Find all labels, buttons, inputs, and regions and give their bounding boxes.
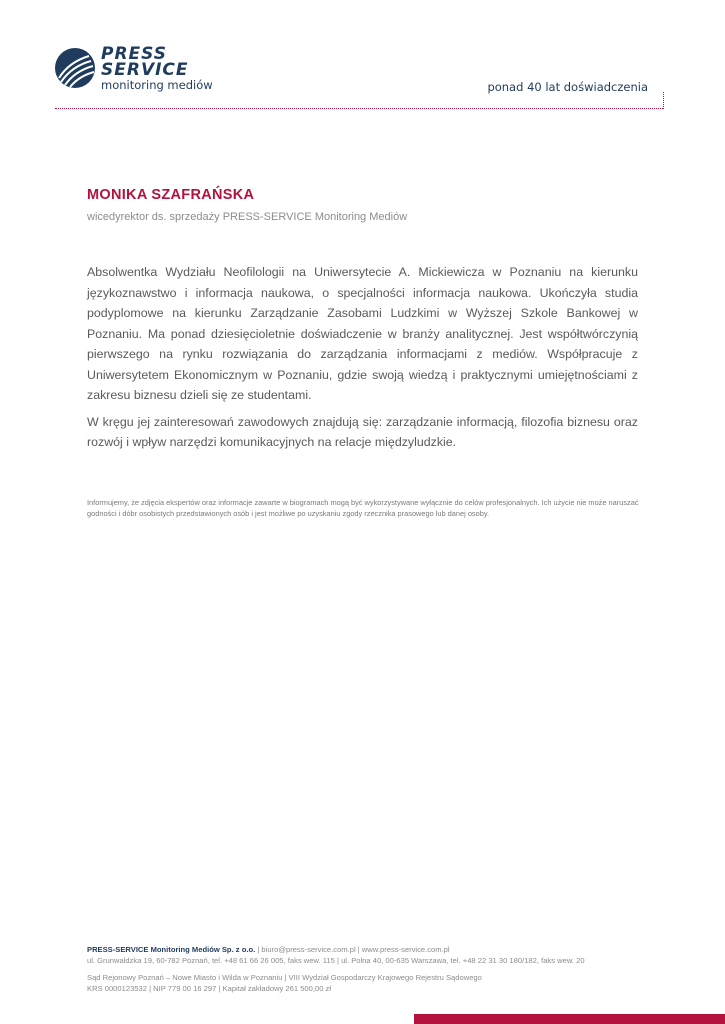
footer-company: PRESS-SERVICE Monitoring Mediów Sp. z o.o. (87, 945, 256, 954)
footer-accent-bar (414, 1014, 725, 1024)
press-service-logo (55, 44, 225, 96)
disclaimer: Informujemy, że zdjęcia ekspertów oraz informacje zawarte w biogramach mogą być wykorzystywane wyłącznie do celów profesjonalnych. Ich użycie nie może naruszać godności i dóbr osobistych przedstawionych osób i jest możliwe po uzyskaniu zgody rzecznika prasowego lub danej osoby. (87, 498, 639, 518)
logo-emblem-icon (55, 48, 95, 88)
footer (87, 944, 667, 994)
person-role: wicedyrektor ds. sprzedaży PRESS-SERVICE Monitoring Mediów (87, 211, 408, 223)
logo-subtitle: monitoring mediów (101, 78, 213, 92)
bio (87, 262, 638, 459)
logo-word-press: PRESS (101, 44, 168, 64)
logo-word-service: SERVICE (101, 60, 189, 80)
footer-addresses: ul. Grunwaldzka 19, 60-782 Poznań, tel. +48 61 66 26 005, faks wew. 115 | ul. Polna 40, 00-635 Warszawa, tel. +48 22 31 30 180/182, faks wew. 20 (87, 956, 585, 965)
footer-court: Sąd Rejonowy Poznań – Nowe Miasto i Wilda w Poznaniu | VIII Wydział Gospodarczy Krajowego Rejestru Sądowego (87, 973, 482, 982)
bio-paragraph: W kręgu jej zainteresowań zawodowych znajdują się: zarządzanie informacją, filozofia biznesu oraz rozwój i wpływ narzędzi komunikacyjnych na relacje międzyludzkie. (87, 414, 638, 449)
bio-paragraph: Absolwentka Wydziału Neofilologii na Uniwersytecie A. Mickiewicza w Poznaniu na kierunku językoznawstwo i informacja naukowa, o specjalności informacja naukowa. Ukończyła studia podyplomowe na kierunku Zarządzanie Zasobami Ludzkimi w Wyższej Szkole Bankowej w Poznaniu. Ma ponad dziesięcioletnie doświadczenie w branży analitycznej. Jest współtwórczynią pierwszego na rynku rozwiązania do zarządzania informacjami z mediów. Współpracuje z Uniwersytetem Ekonomicznym w Poznaniu, gdzie swoją wiedzą i praktycznymi umiejętnościami z zakresu biznesu dzieli się ze studentami. (87, 265, 638, 402)
header-tagline: ponad 40 lat doświadczenia (487, 80, 648, 94)
footer-contacts: | biuro@press-service.com.pl | www.press-service.com.pl (257, 945, 450, 954)
header-vertical-rule (663, 92, 664, 109)
header-divider (55, 108, 663, 109)
person-name: MONIKA SZAFRAŃSKA (87, 187, 255, 203)
footer-registry: KRS 0000123532 | NIP 779 00 16 297 | Kapitał zakładowy 261 500,00 zł (87, 984, 332, 993)
footer-line-1 (87, 944, 667, 955)
